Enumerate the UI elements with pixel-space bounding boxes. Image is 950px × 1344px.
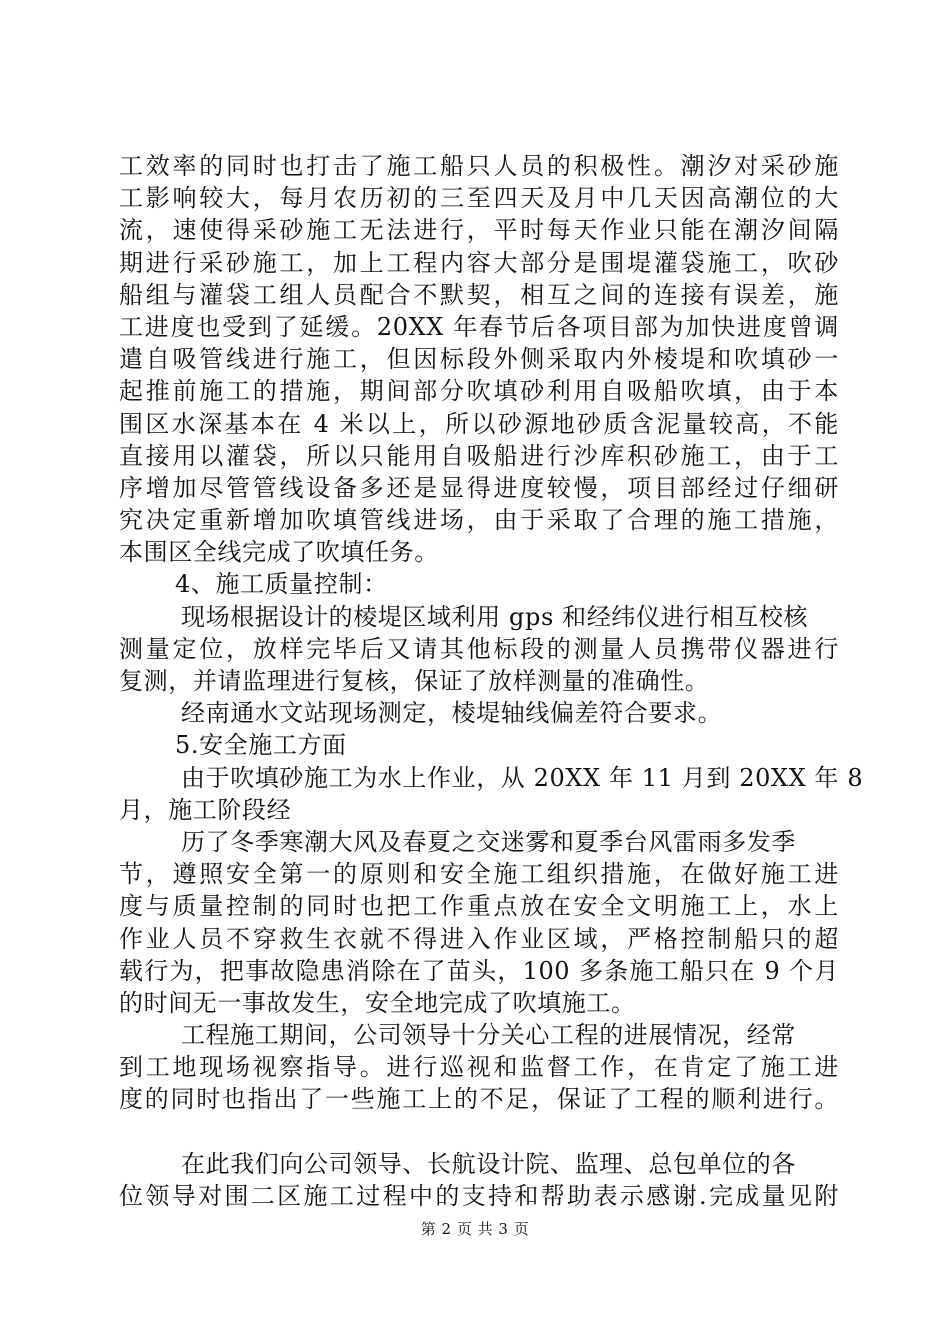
text-line: 工影响较大，每月农历初的三至四天及月中几天因高潮位的大 (119, 184, 839, 213)
text-line: 历了冬季寒潮大风及春夏之交迷雾和夏季台风雷雨多发季 (181, 827, 796, 856)
text-line: 遣自吸管线进行施工，但因标段外侧采取内外棱堤和吹填砂一 (119, 345, 839, 374)
text-line: 工效率的同时也打击了施工船只人员的积极性。潮汐对采砂施 (119, 152, 839, 180)
paragraph-gap (119, 1116, 839, 1148)
text-line: 本围区全线完成了吹填任务。 (119, 538, 439, 567)
document-body (119, 150, 864, 1212)
text-line: 测量定位，放样完毕后又请其他标段的测量人员携带仪器进行 (119, 634, 839, 663)
text-line: 工进度也受到了延缓。20XX 年春节后各项目部为加快进度曾调 (119, 312, 839, 341)
text-line: 经南通水文站现场测定，棱堤轴线偏差符合要求。 (181, 699, 723, 728)
text-line: 到工地现场视察指导。进行巡视和监督工作，在肯定了施工进 (119, 1053, 839, 1082)
text-line: 位领导对围二区施工过程中的支持和帮助表示感谢.完成量见附 (119, 1181, 839, 1210)
text-line: 度的同时也指出了一些施工上的不足，保证了工程的顺利进行。 (119, 1085, 839, 1114)
text-line: 节，遵照安全第一的原则和安全施工组织措施，在做好施工进 (119, 860, 839, 889)
text-line: 起推前施工的措施，期间部分吹填砂利用自吸船吹填，由于本 (119, 377, 839, 406)
section-heading: 4、施工质量控制： (175, 570, 388, 599)
text-line: 复测，并请监理进行复核，保证了放样测量的准确性。 (119, 667, 710, 695)
text-line: 现场根据设计的棱堤区域利用 gps 和经纬仪进行相互校核 (181, 602, 809, 631)
text-line: 船组与灌袋工组人员配合不默契，相互之间的连接有误差，施 (119, 280, 839, 309)
text-line: 工程施工期间，公司领导十分关心工程的进展情况，经常 (181, 1021, 796, 1050)
text-line: 月，施工阶段经 (119, 795, 292, 824)
text-line: 载行为，把事故隐患消除在了苗头，100 多条施工船只在 9 个月 (119, 956, 839, 985)
text-line: 围区水深基本在 4 米以上，所以砂源地砂质含泥量较高，不能 (119, 409, 839, 438)
page-number-footer: 第 2 页 共 3 页 (420, 1220, 530, 1238)
section-heading: 5.安全施工方面 (175, 731, 347, 760)
text-line: 究决定重新增加吹填管线进场，由于采取了合理的施工措施， (119, 506, 839, 535)
text-line: 度与质量控制的同时也把工作重点放在安全文明施工上，水上 (119, 892, 839, 921)
text-line: 在此我们向公司领导、长航设计院、监理、总包单位的各 (181, 1149, 796, 1178)
text-line: 序增加尽管管线设备多还是显得进度较慢，项目部经过仔细研 (119, 473, 839, 502)
text-line: 作业人员不穿救生衣就不得进入作业区域，严格控制船只的超 (119, 924, 839, 953)
text-line: 由于吹填砂施工为水上作业，从 20XX 年 11 月到 20XX 年 8 (181, 763, 864, 792)
text-line: 直接用以灌袋，所以只能用自吸船进行沙库积砂施工，由于工 (119, 441, 839, 470)
text-line: 流，速使得采砂施工无法进行，平时每天作业只能在潮汐间隔 (119, 216, 839, 245)
text-line: 期进行采砂施工，加上工程内容大部分是围堤灌袋施工，吹砂 (119, 248, 839, 277)
text-line: 的时间无一事故发生，安全地完成了吹填施工。 (119, 988, 636, 1017)
